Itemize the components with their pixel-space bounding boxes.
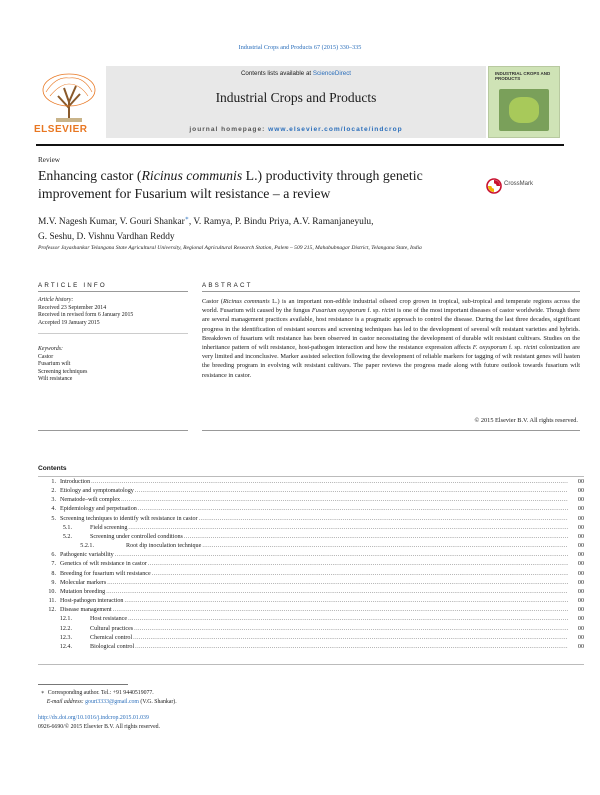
toc-item-number: 12.1. [59, 616, 72, 623]
abstract-divider [202, 291, 580, 292]
history-accepted: Accepted 19 January 2015 [38, 319, 100, 326]
toc-item[interactable] [38, 570, 584, 579]
toc-item[interactable] [38, 579, 584, 588]
article-section-label: Review [38, 156, 60, 164]
info-bottom-divider [38, 430, 188, 431]
journal-cover-thumbnail[interactable] [488, 66, 560, 138]
author-email-link[interactable]: gouri3333@gmail.com [85, 698, 139, 705]
toc-item-page: 00 [577, 570, 584, 577]
toc-item-page: 00 [577, 543, 584, 550]
journal-title: Industrial Crops and Products [215, 90, 377, 105]
page-footer [38, 714, 338, 731]
elsevier-tree-logo [36, 70, 102, 132]
toc-leader-dots [113, 606, 568, 615]
history-received: Received 23 September 2014 [38, 304, 107, 311]
toc-leader-dots [106, 588, 568, 597]
cover-title: INDUSTRIAL CROPS AND PRODUCTS [495, 71, 551, 82]
toc-item-number: 12.4. [59, 643, 72, 650]
info-divider [38, 291, 188, 292]
abstract-bottom-divider [202, 430, 580, 431]
toc-item[interactable] [38, 597, 584, 606]
elsevier-wordmark: ELSEVIER [34, 124, 88, 135]
keyword: Wilt resistance [38, 376, 73, 383]
toc-leader-dots [199, 515, 568, 524]
toc-leader-dots [148, 560, 568, 569]
toc-item-title: Root dip inoculation technique [126, 543, 202, 550]
toc-item-page: 00 [577, 634, 584, 641]
toc-leader-dots [134, 625, 568, 634]
article-info-heading: ARTICLE INFO [38, 282, 107, 289]
toc-item[interactable] [38, 478, 584, 487]
homepage-prefix: journal homepage: [189, 126, 266, 133]
toc-item-page: 00 [577, 515, 584, 522]
toc-item-title: Screening techniques to identify wilt resistance in castor [60, 515, 198, 522]
contents-availability [106, 70, 486, 77]
toc-item-number: 2. [51, 488, 56, 495]
keywords-label: Keywords: [38, 346, 63, 352]
issn-line: 0926-6690/© 2015 Elsevier B.V. All rights reserved. [38, 723, 160, 730]
toc-item-page: 00 [577, 607, 584, 614]
toc-item-title: Etiology and symptomatology [60, 488, 134, 495]
toc-item-page: 00 [577, 524, 584, 531]
history-label: Article history: [38, 297, 74, 303]
toc-item-page: 00 [577, 506, 584, 513]
toc-leader-dots [107, 579, 568, 588]
toc-item-number: 12. [48, 607, 56, 614]
toc-item-page: 00 [577, 643, 584, 650]
toc-leader-dots [138, 505, 568, 514]
table-of-contents [38, 478, 584, 652]
toc-leader-dots [133, 634, 568, 643]
toc-item-title: Breeding for fusarium wilt resistance [60, 570, 151, 577]
header-rule [36, 144, 564, 146]
toc-item[interactable] [38, 615, 584, 624]
toc-item-title: Cultural practices [90, 625, 134, 632]
toc-leader-dots [202, 542, 568, 551]
author-list: M.V. Nagesh Kumar, V. Gouri Shankar∗, V. Ramya, P. Bindu Priya, A.V. Ramanjaneyulu, G. Seshu, D. Vishnu Vardhan Reddy [38, 216, 374, 243]
toc-item-title: Screening under controlled conditions [90, 533, 183, 540]
toc-item-number: 1. [51, 479, 56, 485]
toc-leader-dots [91, 478, 568, 487]
toc-item-title: Chemical control [90, 634, 133, 641]
toc-leader-dots [135, 643, 568, 652]
info-inner-divider [38, 333, 188, 334]
journal-homepage [106, 126, 486, 133]
corresponding-author-mark[interactable]: ∗ [184, 216, 189, 222]
toc-item-page: 00 [577, 579, 584, 586]
abstract-text: Castor (Ricinus communis L.) is an important non-edible industrial oilseed crop grown in tropical, sub-tropical and temperate regions across the world. Fusarium wilt caused by the fungus Fusarium oxysporum f. sp. ricini is one of the most important diseases of castor worldwide. Though there are several management practices available, host resistance is a pragmatic approach to control the disease. During the last three decades, significant progress in the identification of resistant sources and screening techniques has led to the development of several wilt resistant varieties and hybrids. Breakdown of fusarium wilt resistance has been observed in castor necessitating the development of durable wilt resistant cultivars. Studies on the inheritance pattern of wilt resistance, host-pathogen interaction and how the resistance expression affects F. oxysporum f. sp. ricini colonization are very limited and inconclusive. Marker assisted selection following the development of reliable markers for tagging of wilt resistant genes will hasten the breeding program in evolving wilt resistant cultivars. The paper reviews the progress made along with future outlook towards fusarium wilt resistance in castor. [202, 298, 580, 379]
toc-item-title: Disease management [60, 607, 112, 614]
toc-item-title: Pathogenic variability [60, 552, 114, 559]
toc-item-page: 00 [577, 479, 584, 485]
keyword: Screening techniques [38, 368, 88, 375]
toc-item-number: 5.2.1. [80, 543, 94, 550]
abstract-copyright: © 2015 Elsevier B.V. All rights reserved. [474, 417, 578, 424]
toc-leader-dots [128, 615, 568, 624]
toc-item-page: 00 [577, 561, 584, 568]
toc-item-title: Mutation breeding [60, 588, 106, 595]
toc-leader-dots [135, 487, 568, 496]
toc-item-title: Genetics of wilt resistance in castor [60, 561, 147, 568]
keyword: Fusarium wilt [38, 361, 71, 368]
toc-item-page: 00 [577, 533, 584, 540]
abstract-heading: ABSTRACT [202, 282, 253, 289]
toc-item[interactable] [38, 643, 584, 652]
toc-item[interactable] [38, 487, 584, 496]
toc-item-title: Introduction [60, 479, 91, 485]
toc-item-number: 12.2. [59, 625, 72, 632]
contents-heading: Contents [38, 465, 67, 472]
toc-item-title: Epidemiology and perpetuation [60, 506, 137, 513]
keyword: Castor [38, 353, 54, 360]
corresponding-footnote: ∗ Corresponding author. Tel.: +91 9440519077. E-mail address: gouri3333@gmail.com (V.G. Shankar). [40, 690, 177, 705]
toc-item[interactable] [38, 524, 584, 533]
toc-item-number: 5. [51, 515, 56, 522]
toc-item[interactable] [38, 542, 584, 551]
toc-item-number: 4. [51, 506, 56, 513]
toc-leader-dots [115, 551, 568, 560]
toc-item[interactable] [38, 533, 584, 542]
toc-item-page: 00 [577, 625, 584, 632]
author-affiliation: Professor Jayashankar Telangana State Agricultural University, Regional Agricultural Research Station, Palem – 509 215, Mahabubnagar District, Telangana State, India [38, 245, 422, 251]
toc-item[interactable] [38, 588, 584, 597]
crossmark-badge[interactable] [486, 178, 550, 194]
footnote-rule [38, 684, 128, 685]
sciencedirect-link[interactable]: ScienceDirect [312, 70, 352, 77]
toc-leader-dots [184, 533, 568, 542]
toc-leader-dots [124, 597, 568, 606]
article-title: Enhancing castor (Ricinus communis L.) productivity through genetic improvement for Fusarium wilt resistance – a review [38, 168, 423, 201]
toc-item-page: 00 [577, 552, 584, 559]
crossmark-icon [486, 178, 502, 194]
history-revised: Received in revised form 6 January 2015 [38, 312, 134, 319]
toc-item-title: Nematode–wilt complex [60, 497, 121, 504]
toc-item-number: 10. [48, 588, 56, 595]
toc-item[interactable] [38, 496, 584, 505]
toc-item-number: 5.1. [62, 524, 72, 531]
homepage-link[interactable]: www.elsevier.com/locate/indcrop [268, 126, 403, 133]
toc-item-title: Biological control [90, 643, 135, 650]
toc-item-number: 7. [51, 561, 56, 568]
article-history [38, 297, 188, 327]
toc-item[interactable] [38, 606, 584, 615]
toc-item-page: 00 [577, 497, 584, 504]
toc-leader-dots [121, 496, 568, 505]
toc-item-number: 3. [51, 497, 56, 504]
journal-citation-link[interactable]: Industrial Crops and Products 67 (2015) 330–335 [238, 44, 362, 51]
contents-top-divider [38, 476, 584, 477]
toc-item[interactable] [38, 560, 584, 569]
toc-item-title: Host resistance [90, 616, 128, 623]
toc-leader-dots [152, 570, 568, 579]
toc-item-title: Field screening [90, 524, 128, 531]
toc-item[interactable] [38, 515, 584, 524]
toc-item-number: 9. [51, 579, 56, 586]
toc-item[interactable] [38, 625, 584, 634]
toc-item-number: 5.2. [62, 533, 72, 540]
toc-item-page: 00 [577, 598, 584, 605]
toc-item-page: 00 [577, 488, 584, 495]
toc-item[interactable] [38, 634, 584, 643]
toc-item-page: 00 [577, 588, 584, 595]
toc-item[interactable] [38, 551, 584, 560]
toc-leader-dots [128, 524, 568, 533]
toc-item-page: 00 [577, 616, 584, 623]
toc-item-number: 11. [48, 598, 56, 605]
contents-bottom-divider [38, 664, 584, 665]
keywords-block [38, 346, 188, 384]
contents-prefix: Contents lists available at [240, 70, 312, 77]
toc-item[interactable] [38, 505, 584, 514]
toc-item-number: 6. [51, 552, 56, 559]
cover-image [499, 89, 549, 131]
doi-link[interactable]: http://dx.doi.org/10.1016/j.indcrop.2015.01.039 [38, 715, 149, 721]
toc-item-number: 12.3. [59, 634, 72, 641]
toc-item-title: Host-pathogen interaction [60, 598, 124, 605]
toc-item-title: Molecular markers [60, 579, 107, 586]
toc-item-number: 8. [51, 570, 56, 577]
crossmark-label: CrossMark [504, 181, 534, 187]
